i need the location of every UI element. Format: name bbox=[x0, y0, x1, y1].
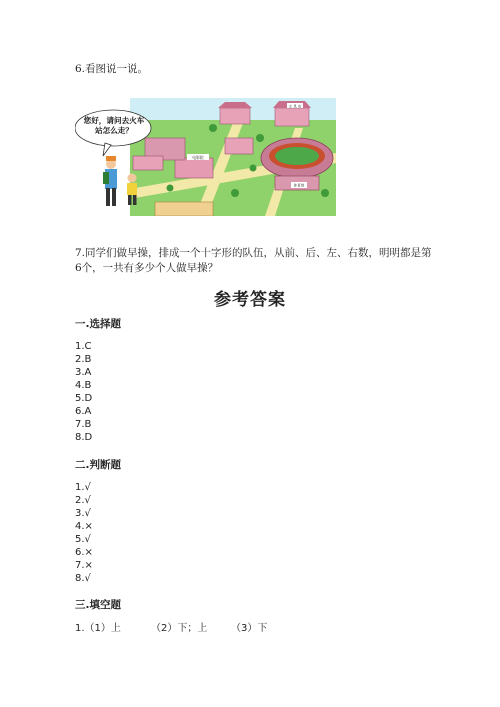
sign-top-text: 文 具 店 bbox=[288, 104, 302, 109]
list-item: 7.× bbox=[75, 560, 93, 571]
list-item: 1.√ bbox=[75, 482, 91, 493]
section-choice-list bbox=[75, 340, 92, 444]
list-item: 3.√ bbox=[75, 508, 91, 519]
section-judge-list bbox=[75, 481, 93, 585]
list-item: 8.√ bbox=[75, 573, 91, 584]
list-item: 3.A bbox=[75, 367, 92, 378]
list-item: 1.C bbox=[75, 341, 92, 352]
list-item: 6.A bbox=[75, 406, 92, 417]
question-7-line-1: 7.同学们做早操，排成一个十字形的队伍，从前、后、左、右数，明明都是第 bbox=[75, 247, 432, 259]
sign-mid-text: 电影院 bbox=[192, 154, 204, 160]
list-item: 5.D bbox=[75, 393, 93, 404]
list-item: 5.√ bbox=[75, 534, 91, 545]
question-6: 6.看图说一说。 bbox=[75, 63, 149, 75]
fill-answer-1: 1.（1）上 bbox=[75, 623, 121, 634]
building-top bbox=[218, 102, 252, 124]
list-item: 4.× bbox=[75, 521, 93, 532]
question-7-line-2: 6个，一共有多少个人做早操？ bbox=[75, 262, 219, 274]
sign-stadium-text: 体育馆 bbox=[293, 183, 305, 188]
fill-answer-3: （3）下 bbox=[231, 623, 268, 634]
list-item: 6.× bbox=[75, 547, 93, 558]
building-bottom bbox=[155, 202, 213, 216]
section-fill-line bbox=[75, 622, 267, 635]
building-right-top bbox=[273, 101, 311, 126]
answer-key-title: 参考答案 bbox=[214, 290, 286, 310]
list-item: 7.B bbox=[75, 419, 92, 430]
list-item: 2.B bbox=[75, 354, 92, 365]
map-illustration bbox=[75, 98, 336, 216]
list-item: 2.√ bbox=[75, 495, 91, 506]
list-item: 8.D bbox=[75, 432, 93, 443]
section-choice-heading: 一.选择题 bbox=[75, 318, 121, 330]
section-fill-heading: 三.填空题 bbox=[75, 599, 121, 611]
speech-text: 您好，请问去火车站怎么走？ bbox=[83, 116, 145, 135]
list-item: 4.B bbox=[75, 380, 92, 391]
fill-answer-2: （2）下；上 bbox=[151, 623, 208, 634]
section-judge-heading: 二.判断题 bbox=[75, 459, 121, 471]
